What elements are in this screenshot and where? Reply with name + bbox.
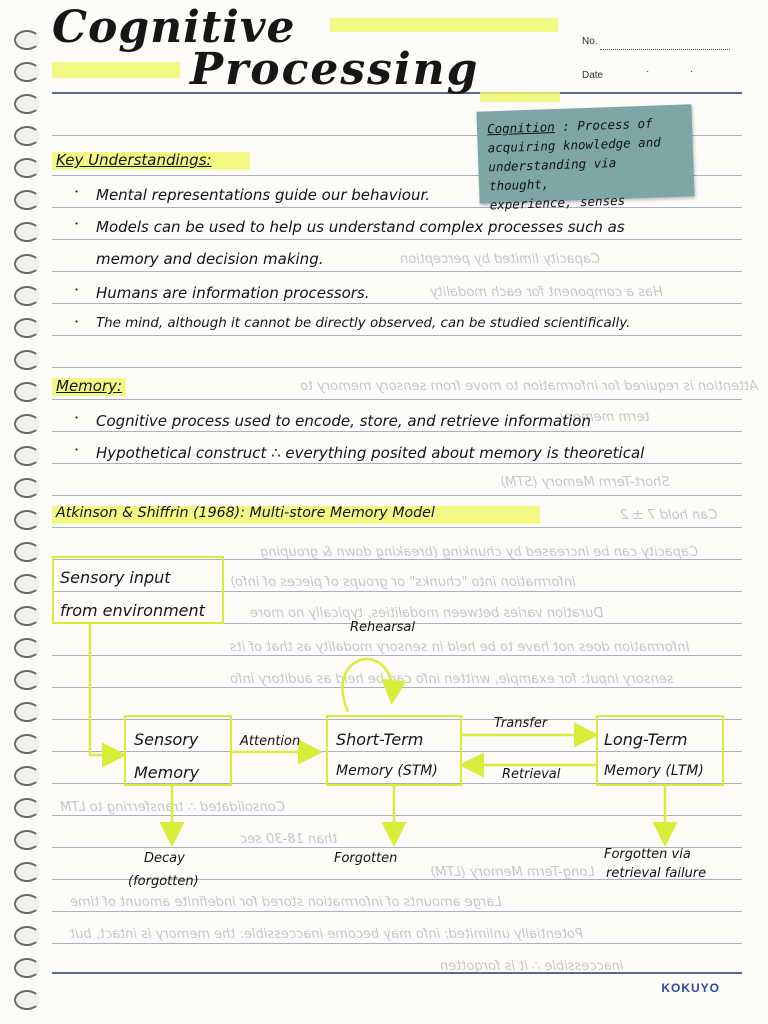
sticky-definition-line: experience, senses bbox=[489, 192, 626, 213]
bleed-through-line: Capacity can be increased by chunking (breaking down & grouping bbox=[260, 545, 699, 560]
bleed-through-line: Large amounts of information stored for indefinite amount of time bbox=[70, 895, 502, 910]
sensory-input-label: Sensory input bbox=[60, 568, 171, 587]
key-bullet-continued: memory and decision making. bbox=[96, 250, 324, 268]
bleed-through-line: than 18-30 sec bbox=[240, 832, 338, 847]
title-line-1: Cognitive bbox=[52, 2, 296, 53]
transfer-label: Transfer bbox=[494, 716, 548, 731]
kokuyo-logo: KOKUYO bbox=[661, 981, 720, 995]
sticky-definition-line: understanding via thought, bbox=[488, 154, 617, 194]
stm-forgotten-label: Forgotten bbox=[334, 851, 398, 866]
bleed-through-line: Potentially unlimited; info may become inaccessible: the memory is intact, but bbox=[70, 927, 583, 942]
date-label: Date bbox=[582, 70, 604, 81]
sticky-term: Cognition bbox=[486, 119, 556, 137]
sticky-definition-line: acquiring knowledge and bbox=[487, 134, 661, 156]
ltm-label: Memory (LTM) bbox=[604, 763, 704, 779]
key-understandings-heading: Key Understandings: bbox=[56, 151, 212, 169]
ltm-forgotten-label: retrieval failure bbox=[606, 866, 707, 881]
bleed-through-line: Has a component for each modality bbox=[430, 285, 663, 300]
bleed-through-line: term memory bbox=[560, 410, 650, 425]
rehearsal-loop bbox=[343, 659, 393, 712]
bleed-through-line: information into "chunks" or groups of pieces of info) bbox=[230, 575, 576, 590]
stm-label: Memory (STM) bbox=[336, 763, 438, 779]
no-label: No. bbox=[582, 36, 598, 47]
model-heading: Atkinson & Shiffrin (1968): Multi-store Memory Model bbox=[56, 505, 435, 521]
decay-label: Decay bbox=[144, 851, 185, 866]
sticky-definition-line: : Process of bbox=[562, 115, 653, 134]
retrieval-label: Retrieval bbox=[502, 767, 561, 782]
sensory-memory-label: Sensory bbox=[134, 730, 199, 749]
bleed-through-line: Capacity limited by perception bbox=[400, 252, 600, 267]
decay-label: (forgotten) bbox=[128, 874, 199, 889]
sensory-input-label: from environment bbox=[60, 601, 205, 620]
bleed-through-line: Short-Term Memory (STM) bbox=[500, 475, 670, 490]
bullet-dot: · bbox=[74, 214, 80, 233]
stm-label: Short-Term bbox=[336, 730, 424, 749]
rehearsal-label: Rehearsal bbox=[350, 620, 415, 635]
memory-bullet: Cognitive process used to encode, store, and retrieve information bbox=[96, 412, 591, 430]
bullet-dot: · bbox=[74, 280, 80, 299]
attention-label: Attention bbox=[240, 734, 301, 749]
bleed-through-line: inaccessible ∴ it is forgotten bbox=[440, 959, 624, 974]
bleed-through-line: Information does not have to be held in sensory modality as that of its bbox=[230, 640, 690, 655]
bullet-dot: · bbox=[74, 408, 80, 427]
bleed-through-line: sensory input: for example, written info can be held as auditory info bbox=[230, 672, 674, 687]
key-bullet: Humans are information processors. bbox=[96, 284, 370, 302]
memory-bullet: Hypothetical construct ∴ everything posited about memory is theoretical bbox=[96, 444, 645, 462]
bleed-through-line: Attention is required for information to move from sensory memory to bbox=[300, 379, 759, 394]
bleed-through-line: Consolidated ∴ transferring to LTM bbox=[60, 800, 285, 815]
date-dot: · bbox=[690, 66, 694, 77]
bleed-through-line: Can hold 7 ± 2 bbox=[620, 508, 718, 523]
bleed-through-line: Long-Term Memory (LTM) bbox=[430, 865, 595, 880]
memory-heading: Memory: bbox=[56, 377, 123, 395]
input-to-sensory-arrow bbox=[90, 623, 122, 755]
bullet-dot: · bbox=[74, 440, 80, 459]
bullet-dot: · bbox=[74, 182, 80, 201]
bleed-through-line: Duration varies between modalities, typically no more bbox=[250, 606, 604, 621]
ltm-forgotten-label: Forgotten via bbox=[604, 847, 691, 862]
title-line-2: Processing bbox=[190, 44, 480, 95]
bullet-dot: · bbox=[74, 312, 80, 331]
key-bullet: Mental representations guide our behaviour. bbox=[96, 186, 431, 204]
key-bullet: The mind, although it cannot be directly observed, can be studied scientifically. bbox=[96, 316, 631, 331]
sensory-memory-label: Memory bbox=[134, 763, 200, 782]
key-bullet: Models can be used to help us understand complex processes such as bbox=[96, 218, 625, 236]
ltm-label: Long-Term bbox=[604, 730, 688, 749]
date-dot: · bbox=[646, 66, 650, 77]
